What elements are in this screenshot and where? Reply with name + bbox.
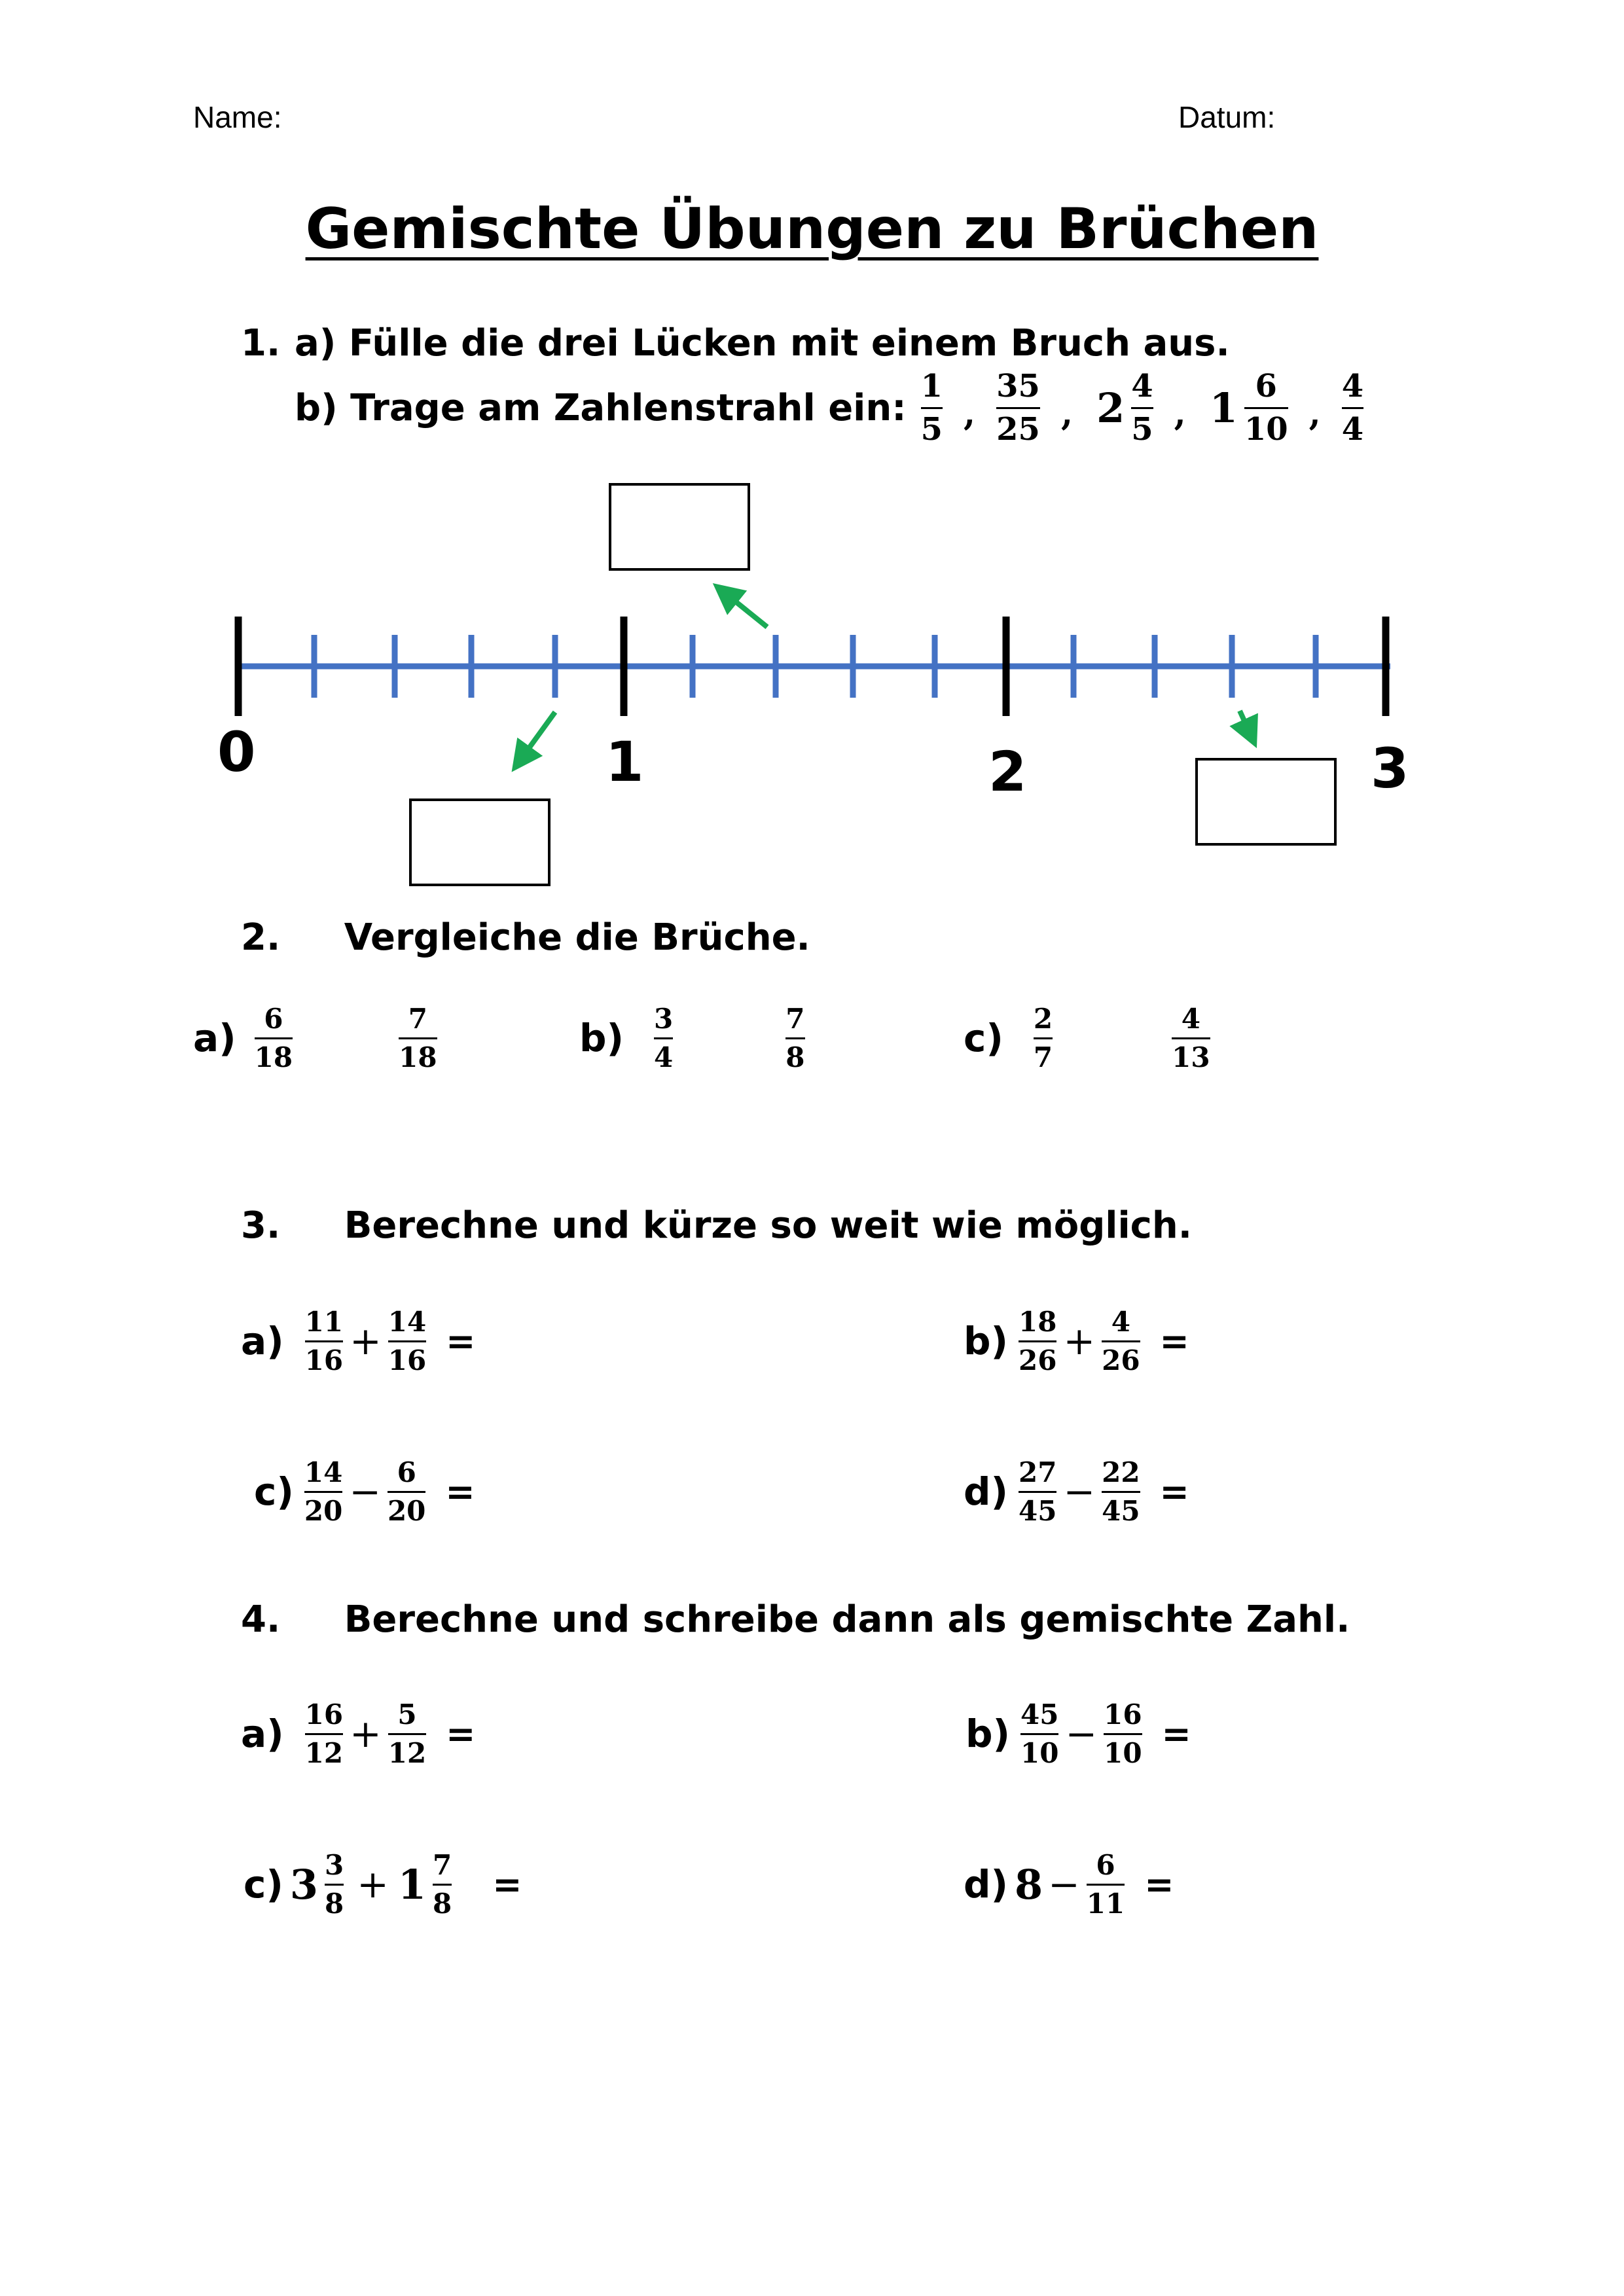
denominator: 4 bbox=[1341, 410, 1364, 448]
fraction: $\frac{16}{10}$ bbox=[1104, 1698, 1142, 1769]
task3-item-d bbox=[964, 1456, 1189, 1527]
numerator: 6 bbox=[1255, 368, 1277, 404]
fraction: $\frac{16}{12}$ bbox=[304, 1698, 344, 1769]
number-line-label-0: 0 bbox=[217, 720, 256, 784]
numerator: 4 bbox=[1131, 368, 1153, 404]
operator: − bbox=[349, 1469, 381, 1515]
operator: − bbox=[1065, 1712, 1098, 1757]
task4-heading: 4. Berechne und schreibe dann als gemischte Zahl. bbox=[241, 1598, 1350, 1641]
page-title-text: Gemischte Übungen zu Brüchen bbox=[305, 196, 1319, 262]
denominator: 10 bbox=[1244, 410, 1288, 448]
task3-heading: 3. Berechne und kürze so weit wie möglich. bbox=[241, 1204, 1193, 1247]
separator: , bbox=[1174, 393, 1186, 434]
task2-item-a bbox=[193, 1003, 441, 1073]
item-label: a) bbox=[241, 1319, 284, 1364]
equals: = bbox=[446, 1320, 476, 1362]
fraction: $\frac{5}{12}$ bbox=[388, 1698, 427, 1769]
equals: = bbox=[1159, 1471, 1189, 1513]
item-label: d) bbox=[964, 1862, 1009, 1907]
task4-item-a bbox=[241, 1698, 475, 1769]
fraction: $\frac{6}{11}$ bbox=[1086, 1849, 1125, 1920]
denominator: 5 bbox=[920, 410, 943, 448]
fraction: $\frac{2}{7}$ bbox=[1033, 1003, 1053, 1073]
fraction: $\frac{7}{8}$ bbox=[433, 1849, 452, 1920]
separator: , bbox=[1060, 393, 1074, 434]
arrow-down-right-icon bbox=[1240, 711, 1253, 740]
fraction: $\frac{22}{45}$ bbox=[1102, 1456, 1140, 1527]
operator: + bbox=[1063, 1319, 1096, 1364]
arrow-down-left-icon bbox=[517, 712, 555, 764]
task4-item-d bbox=[964, 1849, 1174, 1920]
numerator: 1 bbox=[920, 368, 943, 404]
item-label: a) bbox=[241, 1712, 284, 1757]
fraction: $\frac{4}{26}$ bbox=[1102, 1306, 1140, 1376]
operator: + bbox=[350, 1712, 382, 1757]
fraction: $\frac{14}{16}$ bbox=[388, 1306, 427, 1376]
equals: = bbox=[1144, 1863, 1174, 1905]
item-label: b) bbox=[965, 1712, 1011, 1757]
date-label: Datum: bbox=[1178, 100, 1276, 134]
operator: − bbox=[1063, 1469, 1096, 1515]
operator: + bbox=[357, 1862, 389, 1907]
fraction: $\frac{3}{4}$ bbox=[654, 1003, 674, 1073]
task3-item-c bbox=[254, 1456, 475, 1527]
whole-number: 8 bbox=[1015, 1860, 1043, 1909]
whole-number: 1 bbox=[397, 1860, 427, 1909]
fraction: $\frac{18}{26}$ bbox=[1019, 1306, 1057, 1376]
item-label: b) bbox=[964, 1319, 1009, 1364]
fraction: $\frac{3}{8}$ bbox=[325, 1849, 344, 1920]
task4-item-b bbox=[965, 1698, 1191, 1769]
task1-whole-4: 1 bbox=[1209, 384, 1238, 432]
item-label: c) bbox=[964, 1016, 1003, 1061]
fraction: $\frac{6}{18}$ bbox=[254, 1003, 293, 1073]
task2-heading: 2. Vergleiche die Brüche. bbox=[241, 916, 810, 959]
numerator: 35 bbox=[996, 368, 1040, 404]
denominator: 5 bbox=[1131, 410, 1153, 448]
task3-item-a bbox=[241, 1306, 475, 1376]
number-line bbox=[0, 0, 1624, 949]
fraction: $\frac{4}{13}$ bbox=[1172, 1003, 1210, 1073]
fraction: $\frac{45}{10}$ bbox=[1020, 1698, 1059, 1769]
separator: , bbox=[964, 393, 976, 434]
number-line-label-3: 3 bbox=[1371, 736, 1409, 800]
item-label: c) bbox=[254, 1469, 294, 1515]
whole-number: 3 bbox=[289, 1860, 319, 1909]
answer-boxes bbox=[410, 484, 1335, 885]
operator: − bbox=[1048, 1862, 1080, 1907]
fraction: $\frac{14}{20}$ bbox=[304, 1456, 343, 1527]
task3-item-b bbox=[964, 1306, 1189, 1376]
equals: = bbox=[1159, 1320, 1189, 1362]
fraction: $\frac{11}{16}$ bbox=[304, 1306, 344, 1376]
task1-number: 1. bbox=[241, 322, 281, 365]
equals: = bbox=[1161, 1713, 1191, 1755]
separator: , bbox=[1308, 393, 1321, 434]
arrow-up-icon bbox=[720, 589, 767, 627]
equals: = bbox=[445, 1471, 475, 1513]
fraction: $\frac{6}{20}$ bbox=[387, 1456, 426, 1527]
answer-box-3 bbox=[1197, 759, 1335, 844]
task1-a-text: a) Fülle die drei Lücken mit einem Bruch aus. bbox=[295, 322, 1230, 365]
denominator: 25 bbox=[996, 410, 1040, 448]
number-line-label-1: 1 bbox=[605, 730, 644, 794]
item-label: c) bbox=[244, 1862, 283, 1907]
item-label: a) bbox=[193, 1016, 236, 1061]
number-line-label-2: 2 bbox=[988, 740, 1027, 804]
answer-box-1 bbox=[610, 484, 749, 569]
fraction: $\frac{27}{45}$ bbox=[1019, 1456, 1057, 1527]
task4-item-c bbox=[244, 1849, 522, 1920]
task1-b-text: b) Trage am Zahlenstrahl ein: bbox=[295, 386, 907, 429]
task2-item-b bbox=[579, 1003, 809, 1073]
fraction: $\frac{7}{18}$ bbox=[399, 1003, 437, 1073]
numerator: 4 bbox=[1341, 368, 1364, 404]
answer-box-2 bbox=[410, 800, 549, 885]
item-label: d) bbox=[964, 1469, 1009, 1515]
task1-whole-3: 2 bbox=[1096, 384, 1125, 432]
equals: = bbox=[446, 1713, 476, 1755]
equals: = bbox=[492, 1863, 522, 1905]
operator: + bbox=[350, 1319, 382, 1364]
item-label: b) bbox=[579, 1016, 624, 1061]
name-label: Name: bbox=[193, 100, 282, 134]
task2-item-c bbox=[964, 1003, 1214, 1073]
fraction: $\frac{7}{8}$ bbox=[785, 1003, 805, 1073]
